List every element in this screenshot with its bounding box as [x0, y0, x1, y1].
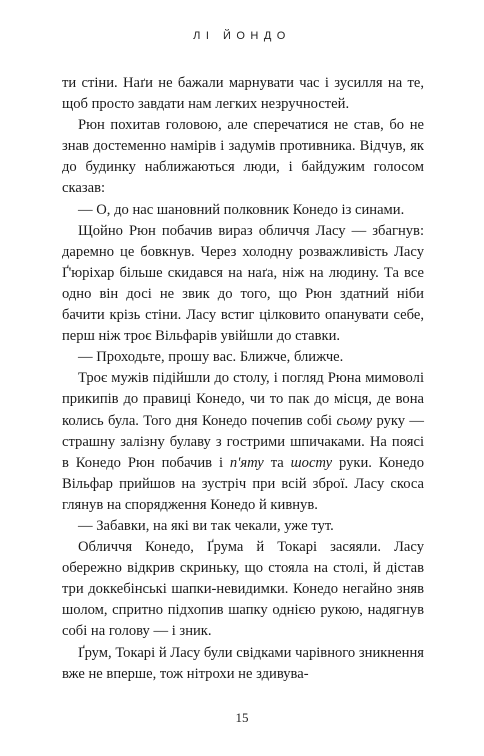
text-run: — О, до нас шановний полковник Конедо із синами. [78, 201, 405, 218]
paragraph [62, 73, 424, 115]
text-run: Рюн похитав головою, але сперечатися не став, бо не знав достеменно намірів і задумів противника. Відчув, як до будинку наближаються люди, і байдужим голосом сказав: [62, 117, 424, 197]
text-run: Щойно Рюн побачив вираз обличчя Ласу — збагнув: даремно це бовкнув. Через холодну розважливість Ласу Ґ'юріхар більше скидався на наґа, ніж на людину. Та все одно він досі не звик до того, що Рюн здатний ніби бачити крізь стіни. Ласу встиг цілковито опанувати себе, перш ніж троє Вільфарів увійшли до ставки. [62, 222, 424, 345]
emphasized-text: шосту [290, 454, 333, 471]
text-run: — Проходьте, прошу вас. Ближче, ближче. [78, 349, 344, 366]
page-number: 15 [235, 710, 249, 725]
paragraph [62, 200, 424, 221]
text-run: ти стіни. Наґи не бажали марнувати час і зусилля на те, щоб просто завдати нам легких незручностей. [62, 75, 424, 113]
paragraph [62, 537, 424, 642]
paragraph [62, 643, 424, 685]
paragraph [62, 115, 424, 199]
running-title: ЛІ ЙОНДО [193, 30, 291, 42]
paragraph [62, 221, 424, 348]
emphasized-text: сьому [336, 412, 373, 429]
paragraph [62, 347, 424, 368]
paragraph [62, 368, 424, 516]
text-run: та [263, 454, 291, 471]
text-run: — Забавки, на які ви так чекали, уже тут. [78, 517, 334, 534]
emphasized-text: п'яту [229, 454, 264, 471]
text-run: Обличчя Конедо, Ґрума й Токарі засяяли. Ласу обережно відкрив скриньку, що стояла на столі, й дістав три доккебінські шапки-невидимки. Конедо негайно зняв шолом, спритно підхопив шапку однією рукою, надягнув собі на голову — і зник. [62, 539, 424, 640]
body-text [62, 73, 424, 685]
text-run: руку — страшну залізну булаву з гострими шпичаками. На поясі в Конедо Рюн побачив і [62, 412, 424, 471]
paragraph [62, 516, 424, 537]
text-run: Троє мужів підійшли до столу, і погляд Рюна мимоволі прикипів до правиці Конедо, чи то пак до місця, де вона колись була. Того дня Конедо почепив собі [62, 370, 424, 429]
text-run: Ґрум, Токарі й Ласу були свідками чарівного зникнення вже не вперше, тож нітрохи не здивува- [62, 644, 424, 682]
text-run: руки. Конедо Вільфар прийшов на зустріч при всій зброї. Ласу скоса глянув на спорядження Конедо й кивнув. [62, 454, 424, 513]
